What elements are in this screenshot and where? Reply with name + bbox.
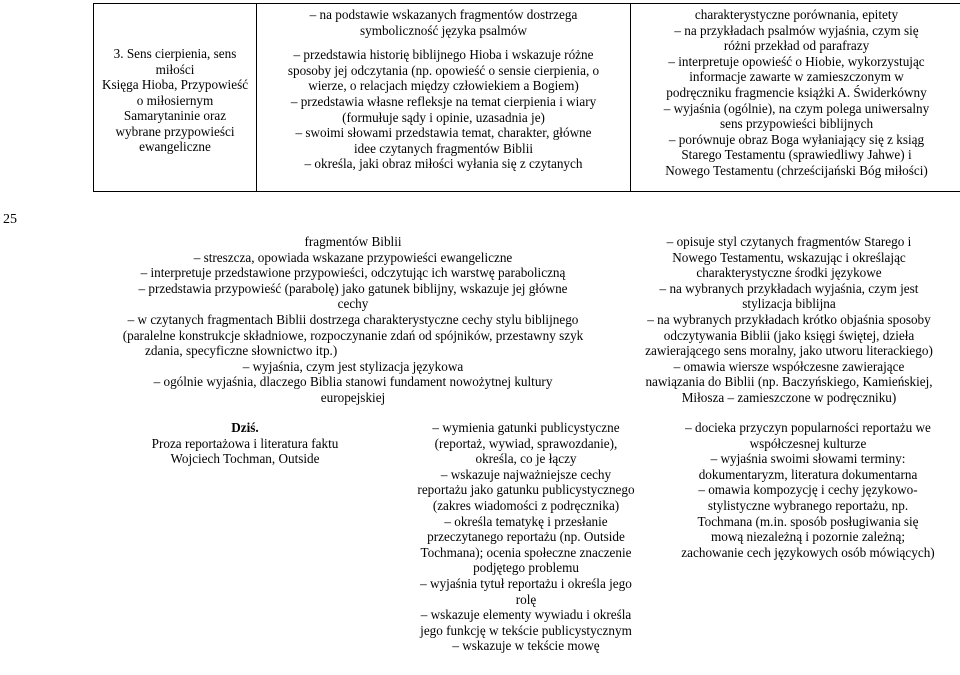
- requirement-line: rolę: [515, 591, 537, 607]
- requirement-line: Nowego Testamentu (chrześcijański Bóg miłości): [665, 162, 928, 178]
- requirement-line: różni przekład od parafrazy: [723, 38, 870, 54]
- requirement-line: (zakres wiadomości z podręcznika): [432, 497, 620, 513]
- requirement-line: (formułuje sądy i opinie, uzasadnia je): [342, 109, 545, 125]
- requirement-line: – wyjaśnia tytuł reportażu i określa jego: [420, 575, 632, 591]
- requirement-line: – przedstawia historię biblijnego Hioba i wskazuje różne: [293, 47, 594, 63]
- requirement-line: – wskazuje elementy wywiadu i określa: [420, 607, 632, 623]
- requirement-line: – streszcza, opowiada wskazane przypowieści ewangeliczne: [193, 249, 513, 265]
- requirement-line: – omawia wiersze współczesne zawierające: [673, 358, 905, 374]
- requirements-extended-cell: [631, 4, 960, 192]
- requirement-line: stylistyczne wybranego reportażu, np.: [707, 497, 909, 513]
- requirement-line: – na wybranych przykładach krótko objaśnia sposoby: [647, 311, 931, 327]
- page-number: 25: [3, 212, 17, 227]
- requirement-line: zdania, specyficzne słownictwo itp.): [145, 343, 338, 359]
- requirement-line: dokumentaryzm, literatura dokumentarna: [698, 466, 918, 482]
- requirement-line: – interpretuje przedstawione przypowieści, odczytując ich warstwę paraboliczną: [140, 265, 566, 281]
- requirement-line: fragmentów Biblii: [304, 234, 402, 249]
- requirement-line: sposoby jej odczytania (np. opowieść o sensie cierpienia, o: [287, 62, 600, 78]
- row2-extended-requirements: [658, 420, 958, 560]
- requirement-line: zachowanie cech językowych osób mówiących): [681, 544, 935, 560]
- requirement-line: mową niezależną i pozornie zależną;: [710, 529, 906, 545]
- requirement-line: informacje zawarte w zamieszczonym w: [689, 69, 904, 85]
- requirement-line: przeczytanego reportażu (np. Outside: [427, 529, 625, 545]
- requirement-line: – określa, jaki obraz miłości wyłania się z czytanych: [304, 156, 583, 172]
- topic-line: o miłosiernym: [136, 92, 214, 108]
- row2-basic-requirements: [395, 420, 657, 654]
- row2-topic: [95, 420, 395, 467]
- requirement-line: współczesnej kulturze: [749, 435, 867, 451]
- requirement-line: – na wybranych przykładach wyjaśnia, czym jest: [659, 280, 919, 296]
- requirement-line: Miłosza – zamieszczone w podręczniku): [681, 389, 897, 405]
- topic-line: ewangeliczne: [139, 139, 211, 155]
- requirement-line: określa, co je łączy: [475, 451, 577, 467]
- topic-line: wybrane przypowieści: [115, 123, 235, 139]
- requirement-line: – przedstawia własne refleksje na temat cierpienia i wiary: [290, 93, 597, 109]
- requirement-line: – przedstawia przypowieść (parabolę) jako gatunek biblijny, wskazuje jej główne: [138, 280, 568, 296]
- requirement-line: charakterystyczne porównania, epitety: [694, 7, 899, 22]
- requirement-line: Starego Testamentu (sprawiedliwy Jahwe) i: [681, 147, 912, 163]
- row1-basic-requirements: [88, 234, 618, 406]
- row1-extended-requirements: [622, 234, 956, 406]
- requirement-line: – docieka przyczyn popularności reportażu we: [685, 420, 931, 435]
- requirement-line: – wymienia gatunki publicystyczne: [432, 420, 620, 435]
- requirement-line: – opisuje styl czytanych fragmentów Starego i: [666, 234, 912, 249]
- requirement-line: podręczniku fragmencie książki A. Świderkówny: [666, 84, 927, 100]
- requirement-line: jego funkcję w tekście publicystycznym: [420, 622, 632, 638]
- requirement-line: Nowego Testamentu, wskazując i określając: [672, 249, 906, 265]
- requirement-line: (paralelne konstrukcje składniowe, rozpoczynanie zdań od spójników, przestawny szyk: [122, 327, 584, 343]
- requirement-line: – na podstawie wskazanych fragmentów dostrzega: [309, 7, 578, 22]
- requirement-line: sens przypowieści biblijnych: [719, 116, 874, 132]
- requirement-line: – wskazuje najważniejsze cechy: [440, 466, 612, 482]
- requirement-line: – wyjaśnia, czym jest stylizacja językowa: [242, 358, 464, 374]
- curriculum-table-top: [93, 3, 960, 192]
- requirement-line: – omawia kompozycję i cechy język​owo-: [698, 482, 918, 498]
- requirement-line: – swoimi słowami przedstawia temat, charakter, główne: [295, 125, 592, 141]
- topic-line: Samarytaninie oraz: [123, 108, 227, 124]
- requirement-line: europejskiej: [320, 389, 386, 405]
- requirement-line: symboliczność języka psalmów: [359, 22, 527, 38]
- requirement-line: charakterystyczne środki językowe: [696, 265, 882, 281]
- requirement-line: idee czytanych fragmentów Biblii: [353, 140, 534, 156]
- topic-line: 3. Sens cierpienia, sens: [113, 45, 237, 61]
- requirement-line: – w czytanych fragmentach Biblii dostrzega charakterystyczne cechy stylu biblijnego: [127, 311, 579, 327]
- topic-line: Wojciech Tochman, Outside: [170, 451, 320, 467]
- topic-line: Proza reportażowa i literatura faktu: [151, 435, 339, 451]
- requirement-line: – na przykładach psalmów wyjaśnia, czym się: [674, 22, 919, 38]
- requirement-line: – określa tematykę i przesłanie: [444, 513, 608, 529]
- requirement-line: podjętego problemu: [473, 560, 579, 576]
- requirement-line: Tochmana (m.in. sposób posługiwania się: [697, 513, 919, 529]
- topic-line: Księga Hioba, Przypowieść: [101, 77, 249, 93]
- requirement-line: odczytywania Biblii (jako księgi świętej, dzieła: [663, 327, 915, 343]
- topic-line: miłości: [155, 61, 195, 77]
- requirement-line: – wskazuje w tekście mowę: [452, 638, 600, 654]
- topic-cell: [94, 4, 257, 192]
- requirement-line: zawierającego sens moralny, jako utworu literackiego): [645, 343, 933, 359]
- requirement-line: reportażu jako gatunku publicystycznego: [417, 482, 635, 498]
- requirement-line: cechy: [337, 296, 369, 312]
- topic-title: Dziś.: [231, 420, 259, 435]
- requirement-line: stylizacja biblijna: [742, 296, 836, 312]
- requirement-line: nawiązania do Biblii (np. Baczyńskiego, Kamieńskiej,: [645, 374, 933, 390]
- requirement-line: – ogólnie wyjaśnia, dlaczego Biblia stanowi fundament nowożytnej kultury: [153, 374, 553, 390]
- requirement-line: wierze, o relacjach między człowiekiem a Bogiem): [308, 78, 579, 94]
- requirement-line: – interpretuje opowieść o Hiobie, wykorzystując: [668, 53, 925, 69]
- spacer: [259, 38, 628, 47]
- requirement-line: Tochmana); ocenia społeczne znaczenie: [420, 544, 632, 560]
- requirement-line: – wyjaśnia (ogólnie), na czym polega uniwersalny: [663, 100, 930, 116]
- requirement-line: – wyjaśnia swoimi słowami terminy:: [710, 451, 906, 467]
- requirement-line: – porównuje obraz Boga wyłaniający się z ksiąg: [668, 131, 925, 147]
- requirement-line: (reportaż, wywiad, sprawozdanie),: [434, 435, 618, 451]
- requirements-basic-cell: [257, 4, 631, 192]
